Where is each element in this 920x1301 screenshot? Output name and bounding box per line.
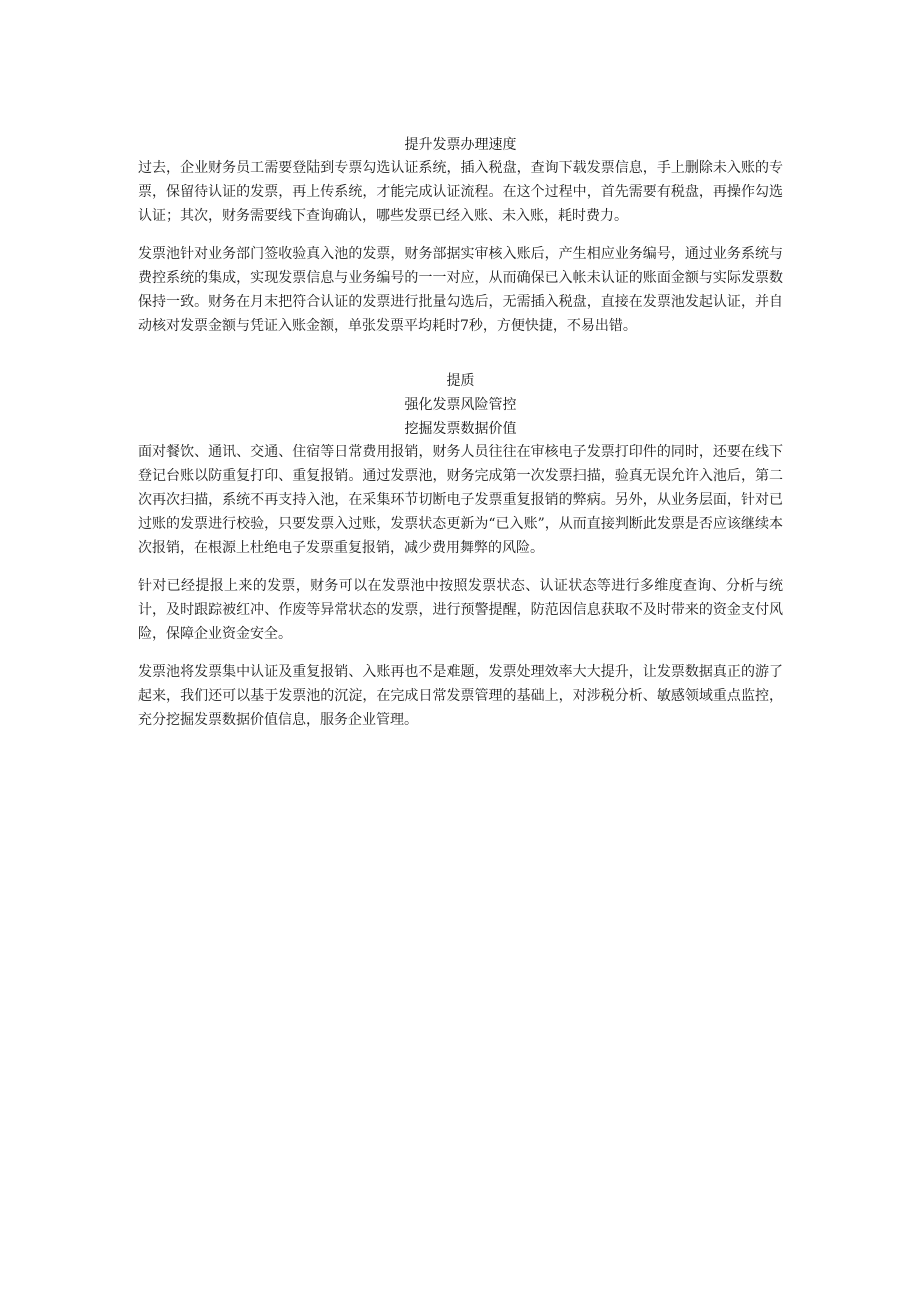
section-heading-data-value: 挖掘发票数据价值 [404, 420, 517, 436]
document-page [138, 132, 783, 732]
section-heading-speed: 提升发票办理速度 [404, 136, 517, 152]
paragraph-data-value-summary: 发票池将发票集中认证及重复报销、入账再也不是难题，发票处理效率大大提升，让发票数据真正的游了起来，我们还可以基于发票池的沉淀，在完成日常发票管理的基础上，对涉税分析、敏感领域重点监控，充分挖掘发票数据价值信息，服务企业管理。 [138, 664, 783, 728]
paragraph-spacer [138, 228, 783, 242]
paragraph-spacer [138, 646, 783, 660]
paragraph-spacer [138, 560, 783, 574]
section-heading-quality: 提质 [446, 372, 475, 388]
section-spacer [138, 338, 783, 368]
paragraph-invoice-pool-auth: 发票池针对业务部门签收验真入池的发票，财务部据实审核入账后，产生相应业务编号，通过业务系统与费控系统的集成，实现发票信息与业务编号的一一对应，从而确保已入帐未认证的账面金额与实际发票数保持一致。财务在月末把符合认证的发票进行批量勾选后，无需插入税盘，直接在发票池发起认证，并自动核对发票金额与凭证入账金额，单张发票平均耗时7秒，方便快捷，不易出错。 [138, 246, 783, 334]
section-heading-risk-control: 强化发票风险管控 [404, 396, 517, 412]
paragraph-multi-dimension-query: 针对已经提报上来的发票，财务可以在发票池中按照发票状态、认证状态等进行多维度查询、分析与统计，及时跟踪被红冲、作废等异常状态的发票，进行预警提醒，防范因信息获取不及时带来的资金支付风险，保障企业资金安全。 [138, 578, 783, 642]
paragraph-duplicate-reimbursement: 面对餐饮、通讯、交通、住宿等日常费用报销，财务人员往往在审核电子发票打印件的同时，还要在线下登记台账以防重复打印、重复报销。通过发票池，财务完成第一次发票扫描，验真无误允许入池后，第二次再次扫描，系统不再支持入池，在采集环节切断电子发票重复报销的弊病。另外，从业务层面，针对已过账的发票进行校验，只要发票入过账，发票状态更新为“已入账”，从而直接判断此发票是否应该继续本次报销，在根源上杜绝电子发票重复报销，减少费用舞弊的风险。 [138, 444, 783, 556]
paragraph-past-process: 过去，企业财务员工需要登陆到专票勾选认证系统，插入税盘，查询下载发票信息，手上删除未入账的专票，保留待认证的发票，再上传系统，才能完成认证流程。在这个过程中，首先需要有税盘，再操作勾选认证；其次，财务需要线下查询确认，哪些发票已经入账、未入账，耗时费力。 [138, 160, 783, 224]
